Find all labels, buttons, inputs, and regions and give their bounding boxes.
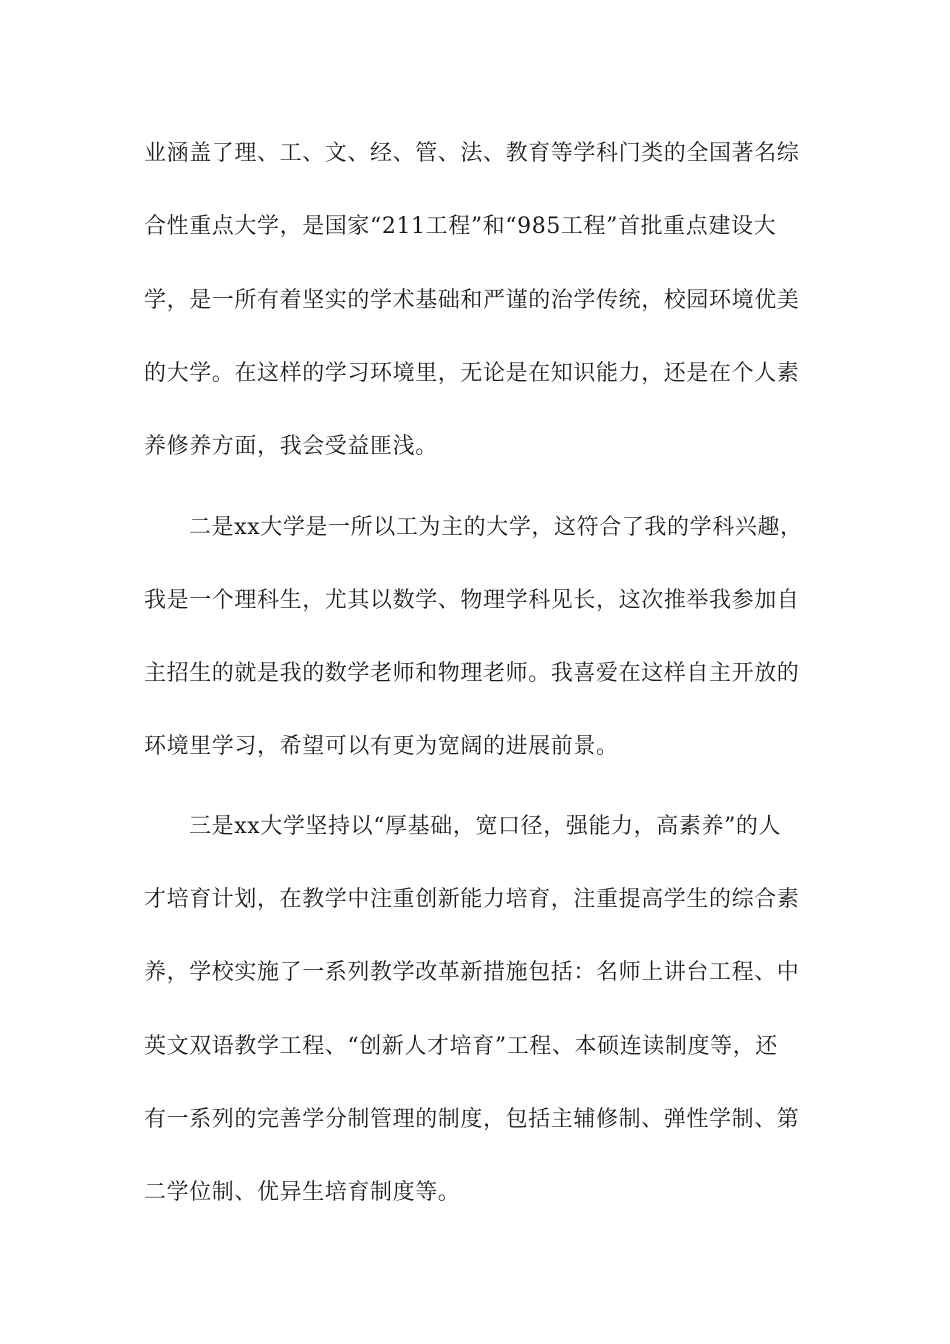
- paragraph-line: 学，是一所有着坚实的学术基础和严谨的治学传统，校园环境优美: [144, 288, 800, 313]
- paragraph-line: 有一系列的完善学分制管理的制度，包括主辅修制、弹性学制、第: [144, 1107, 800, 1132]
- paragraph-line: 三是xx大学坚持以“厚基础，宽口径，强能力，高素养”的人: [189, 814, 782, 839]
- paragraph-line: 的大学。在这样的学习环境里，无论是在知识能力，还是在个人素: [144, 361, 800, 386]
- paragraph-line: 二是xx大学是一所以工为主的大学，这符合了我的学科兴趣，: [189, 515, 803, 540]
- paragraph-line: 养修养方面，我会受益匪浅。: [144, 434, 438, 459]
- paragraph-line: 养，学校实施了一系列教学改革新措施包括：名师上讲台工程、中: [144, 960, 800, 985]
- paragraph-line: 合性重点大学，是国家“211工程”和“985工程”首批重点建设大: [144, 214, 777, 239]
- paragraph-line: 二学位制、优异生培育制度等。: [144, 1180, 461, 1205]
- paragraph-line: 业涵盖了理、工、文、经、管、法、教育等学科门类的全国著名综: [144, 141, 800, 166]
- paragraph-line: 英文双语教学工程、“创新人才培育”工程、本硕连读制度等，还: [144, 1034, 778, 1059]
- paragraph-line: 才培育计划，在教学中注重创新能力培育，注重提高学生的综合素: [144, 887, 800, 912]
- paragraph-line: 主招生的就是我的数学老师和物理老师。我喜爱在这样自主开放的: [144, 661, 800, 686]
- paragraph-line: 环境里学习，希望可以有更为宽阔的进展前景。: [144, 734, 619, 759]
- paragraph-line: 我是一个理科生，尤其以数学、物理学科见长，这次推举我参加自: [144, 588, 800, 613]
